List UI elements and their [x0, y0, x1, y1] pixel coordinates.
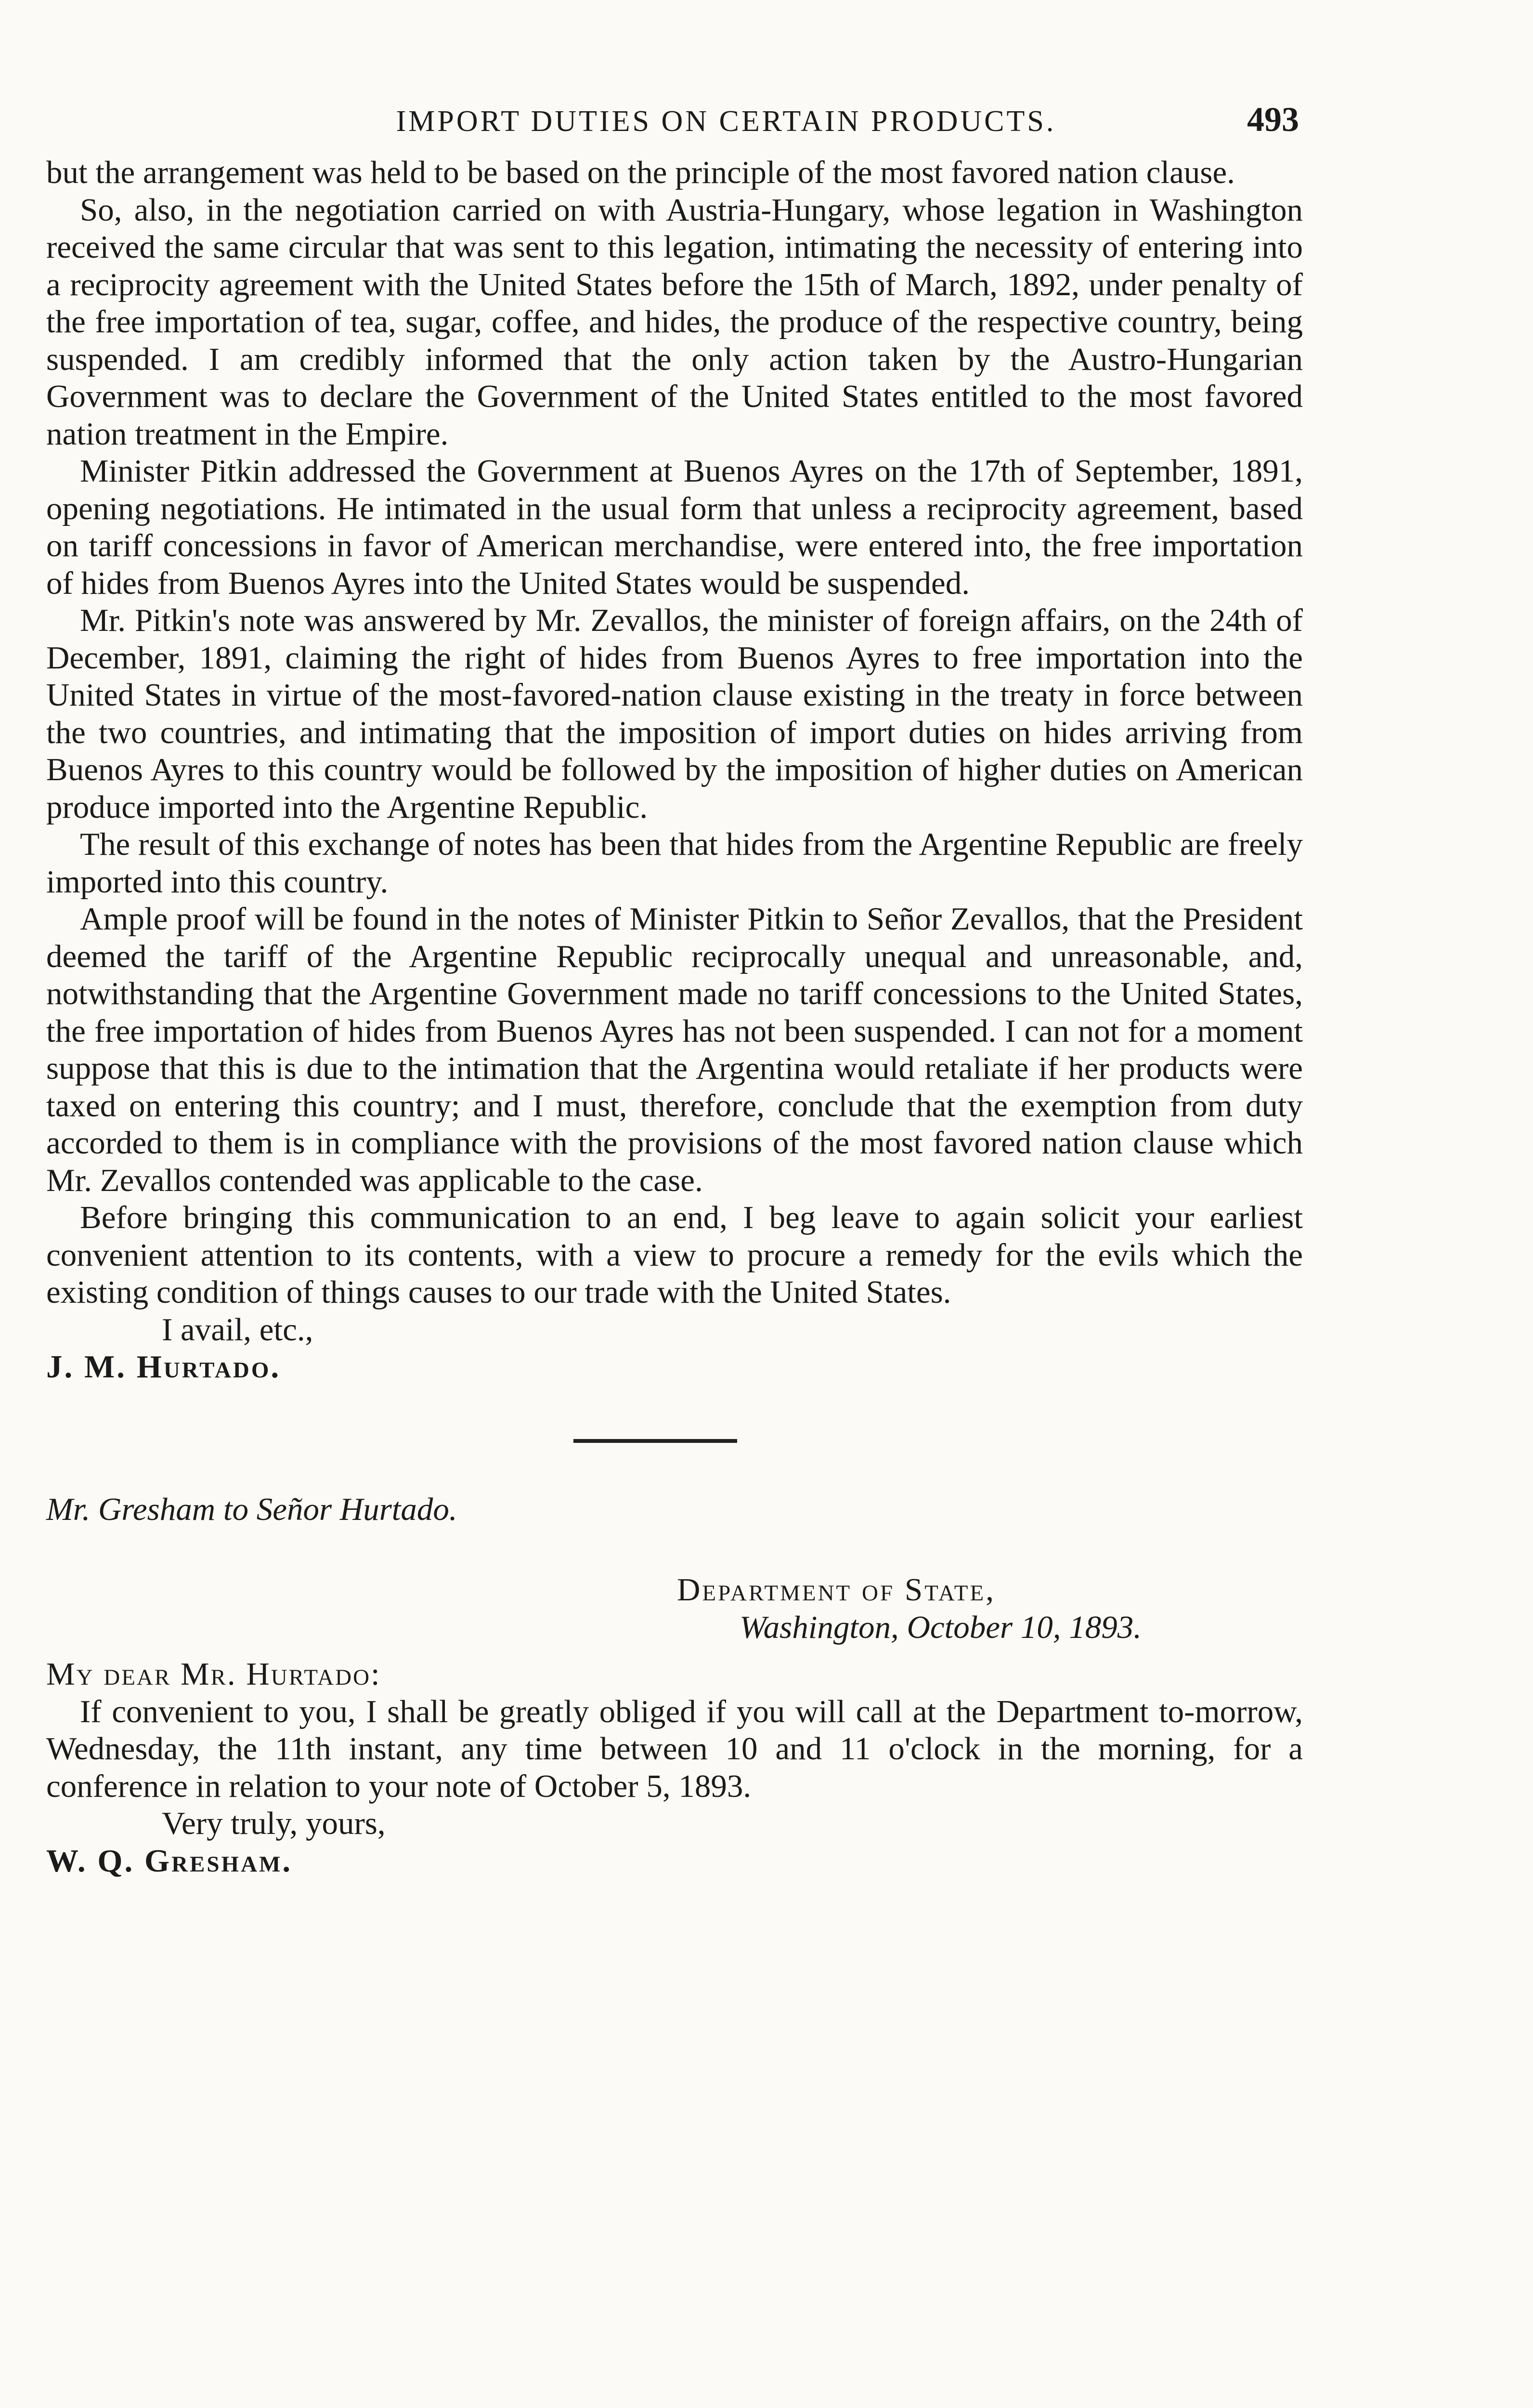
page-content — [46, 101, 1303, 1880]
paragraph-zevallos-reply: Mr. Pitkin's note was answered by Mr. Zevallos, the minister of foreign affairs, on the 24th of December, 1891, claiming the right of hides from Buenos Ayres to free importation into the United States in virtue of the most-favored-nation clause existing in the treaty in force between the two countries, and intimating that the imposition of import duties on hides arriving from Buenos Ayres to this country would be followed by the imposition of higher duties on American produce imported into the Argentine Republic. — [46, 602, 1303, 825]
sender-block — [46, 1571, 1303, 1646]
paragraph-conclusion: Before bringing this communication to an end, I beg leave to again solicit your earliest convenient attention to its contents, with a view to procure a remedy for the evils which the existing condition of things causes to our trade with the United States. — [46, 1200, 1303, 1310]
paragraph-result: The result of this exchange of notes has been that hides from the Argentine Republic are freely imported into this country. — [46, 826, 1303, 900]
closing-line: I avail, etc., — [162, 1311, 313, 1348]
paragraph-minister-pitkin: Minister Pitkin addressed the Government at Buenos Ayres on the 17th of September, 1891, opening negotiations. He intimated in the usual form that unless a reciprocity agreement, based on tariff concessions in favor of American merchandise, were entered into, the free importation of hides from Buenos Ayres into the United States would be suspended. — [46, 453, 1303, 601]
place-date-line: Washington, October 10, 1893. — [740, 1609, 1142, 1645]
signature-hurtado: J. M. Hurtado. — [46, 1349, 281, 1385]
department-line: Department of State, — [677, 1572, 996, 1608]
letter-body: If convenient to you, I shall be greatly obliged if you will call at the Department to-morrow, Wednesday, the 11th instant, any time between 10 and 11 o'clock in the morning, for a conference in relation to your note of October 5, 1893. — [46, 1693, 1303, 1804]
letter-title: Mr. Gresham to Señor Hurtado. — [46, 1491, 457, 1527]
running-head — [46, 101, 1303, 144]
paragraph-ample-proof: Ample proof will be found in the notes of Minister Pitkin to Señor Zevallos, that the President deemed the tariff of the Argentine Republic reciprocally unequal and unreasonable, and, notwithstanding that the Argentine Government made no tariff concessions to the United States, the free importation of hides from Buenos Ayres has not been suspended. I can not for a moment suppose that this is due to the intimation that the Argentina would retaliate if her products were taxed on entering this country; and I must, therefore, conclude that the exemption from duty accorded to them is in compliance with the provisions of the most favored nation clause which Mr. Zevallos contended was applicable to the case. — [46, 901, 1303, 1198]
signature-gresham: W. Q. Gresham. — [46, 1843, 293, 1879]
paragraph-austria-hungary: So, also, in the negotiation carried on with Austria-Hungary, whose legation in Washington received the same circular that was sent to this legation, intimating the necessity of entering into a reciprocity agreement with the United States before the 15th of March, 1892, under penalty of the free importation of tea, sugar, coffee, and hides, the produce of the respective country, being suspended. I am credibly informed that the only action taken by the Austro-Hungarian Government was to declare the Government of the United States entitled to the most favored nation treatment in the Empire. — [46, 192, 1303, 452]
paragraph-continued: but the arrangement was held to be based on the principle of the most favored nation clause. — [46, 155, 1235, 190]
section-divider — [573, 1439, 737, 1443]
page-number: 493 — [1247, 100, 1299, 139]
salutation: My dear Mr. Hurtado: — [46, 1656, 381, 1692]
running-title: IMPORT DUTIES ON CERTAIN PRODUCTS. — [396, 105, 1056, 138]
closing-line-2: Very truly, yours, — [162, 1806, 386, 1841]
